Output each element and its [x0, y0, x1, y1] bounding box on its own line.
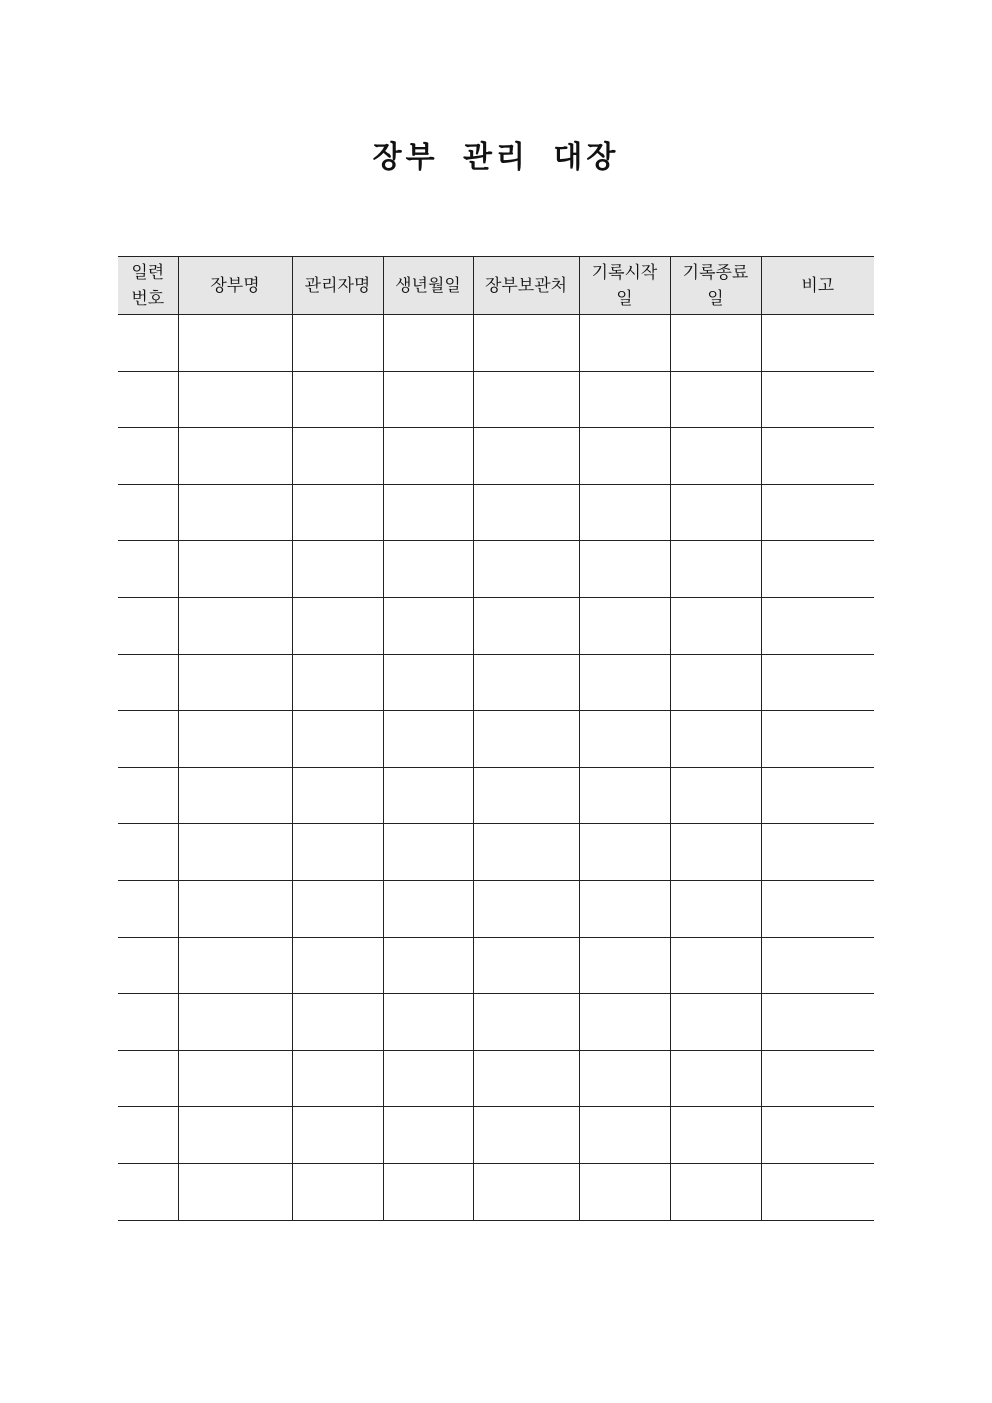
table-cell[interactable]	[178, 994, 292, 1051]
table-row	[118, 597, 874, 654]
table-cell[interactable]	[383, 428, 473, 485]
table-cell[interactable]	[670, 937, 761, 994]
table-cell[interactable]	[761, 484, 874, 541]
header-birth-date	[383, 257, 473, 315]
table-cell[interactable]	[292, 541, 383, 598]
header-manager-name	[292, 257, 383, 315]
table-cell[interactable]	[473, 484, 579, 541]
table-cell[interactable]	[292, 428, 383, 485]
table-cell[interactable]	[670, 880, 761, 937]
table-cell[interactable]	[178, 597, 292, 654]
table-cell[interactable]	[178, 484, 292, 541]
table-row	[118, 880, 874, 937]
table-cell[interactable]	[383, 315, 473, 372]
table-cell[interactable]	[178, 767, 292, 824]
table-cell[interactable]	[292, 484, 383, 541]
table-cell[interactable]	[579, 1107, 670, 1164]
table-cell[interactable]	[579, 484, 670, 541]
table-row	[118, 1050, 874, 1107]
table-cell[interactable]	[178, 711, 292, 768]
table-row	[118, 428, 874, 485]
table-cell[interactable]	[579, 880, 670, 937]
table-cell[interactable]	[670, 767, 761, 824]
header-label: 일	[616, 288, 633, 309]
table-cell[interactable]	[473, 994, 579, 1051]
table-cell[interactable]	[761, 1107, 874, 1164]
table-cell[interactable]	[178, 1050, 292, 1107]
table-cell[interactable]	[579, 654, 670, 711]
table-row	[118, 824, 874, 881]
table-cell[interactable]	[178, 1107, 292, 1164]
table-cell[interactable]	[292, 1163, 383, 1220]
table-cell[interactable]	[670, 484, 761, 541]
table-cell[interactable]	[383, 597, 473, 654]
header-ledger-name	[178, 257, 292, 315]
table-cell[interactable]	[579, 937, 670, 994]
table-cell[interactable]	[670, 428, 761, 485]
table-cell[interactable]	[761, 654, 874, 711]
table-cell[interactable]	[670, 315, 761, 372]
table-cell[interactable]	[292, 315, 383, 372]
header-label: 기록종료	[682, 262, 749, 283]
table-cell[interactable]	[579, 371, 670, 428]
table-cell[interactable]	[670, 824, 761, 881]
table-cell[interactable]	[473, 824, 579, 881]
table-cell[interactable]	[118, 541, 178, 598]
table-row	[118, 484, 874, 541]
header-label: 장부보관처	[484, 275, 568, 296]
table-cell[interactable]	[118, 428, 178, 485]
header-label: 기록시작	[591, 262, 658, 283]
table-cell[interactable]	[579, 541, 670, 598]
table-cell[interactable]	[761, 711, 874, 768]
table-cell[interactable]	[383, 1050, 473, 1107]
table-cell[interactable]	[118, 315, 178, 372]
table-cell[interactable]	[670, 597, 761, 654]
table-cell[interactable]	[292, 1107, 383, 1164]
table-cell[interactable]	[178, 428, 292, 485]
table-cell[interactable]	[383, 937, 473, 994]
header-row	[118, 257, 874, 315]
table-row	[118, 371, 874, 428]
table-cell[interactable]	[473, 597, 579, 654]
table-cell[interactable]	[292, 880, 383, 937]
table-cell[interactable]	[118, 767, 178, 824]
header-label: 일	[707, 288, 724, 309]
table-cell[interactable]	[473, 1050, 579, 1107]
table-cell[interactable]	[473, 315, 579, 372]
table-cell[interactable]	[383, 1163, 473, 1220]
table-cell[interactable]	[761, 597, 874, 654]
table-cell[interactable]	[761, 371, 874, 428]
table-row	[118, 994, 874, 1051]
header-remarks	[761, 257, 874, 315]
table-cell[interactable]	[178, 315, 292, 372]
table-cell[interactable]	[670, 541, 761, 598]
header-record-start-date	[579, 257, 670, 315]
table-row	[118, 711, 874, 768]
table-cell[interactable]	[761, 1163, 874, 1220]
table-cell[interactable]	[473, 711, 579, 768]
table-cell[interactable]	[178, 541, 292, 598]
table-cell[interactable]	[383, 767, 473, 824]
header-label: 생년월일	[395, 275, 461, 296]
ledger-body	[118, 315, 874, 1221]
table-cell[interactable]	[473, 767, 579, 824]
table-cell[interactable]	[118, 654, 178, 711]
table-cell[interactable]	[383, 994, 473, 1051]
table-cell[interactable]	[118, 484, 178, 541]
table-cell[interactable]	[118, 994, 178, 1051]
table-cell[interactable]	[118, 371, 178, 428]
table-cell[interactable]	[579, 711, 670, 768]
table-cell[interactable]	[292, 654, 383, 711]
table-cell[interactable]	[761, 880, 874, 937]
table-cell[interactable]	[670, 654, 761, 711]
header-record-end-date	[670, 257, 761, 315]
table-row	[118, 1163, 874, 1220]
table-cell[interactable]	[292, 711, 383, 768]
table-cell[interactable]	[178, 654, 292, 711]
table-row	[118, 1107, 874, 1164]
table-cell[interactable]	[118, 1107, 178, 1164]
table-cell[interactable]	[670, 1163, 761, 1220]
table-row	[118, 654, 874, 711]
table-cell[interactable]	[178, 1163, 292, 1220]
table-cell[interactable]	[118, 937, 178, 994]
table-cell[interactable]	[473, 541, 579, 598]
header-storage-location	[473, 257, 579, 315]
table-row	[118, 937, 874, 994]
table-row	[118, 541, 874, 598]
table-row	[118, 315, 874, 372]
table-row	[118, 767, 874, 824]
table-cell[interactable]	[383, 654, 473, 711]
table-cell[interactable]	[292, 994, 383, 1051]
table-cell[interactable]	[118, 711, 178, 768]
table-cell[interactable]	[579, 1163, 670, 1220]
header-label: 일련	[131, 262, 165, 283]
table-cell[interactable]	[118, 597, 178, 654]
table-cell[interactable]	[178, 824, 292, 881]
table-cell[interactable]	[761, 824, 874, 881]
header-label: 비고	[801, 275, 835, 296]
table-cell[interactable]	[473, 880, 579, 937]
table-cell[interactable]	[670, 711, 761, 768]
table-cell[interactable]	[761, 767, 874, 824]
header-serial-number	[118, 257, 178, 315]
table-cell[interactable]	[118, 824, 178, 881]
table-cell[interactable]	[383, 1107, 473, 1164]
table-cell[interactable]	[761, 1050, 874, 1107]
table-cell[interactable]	[118, 1050, 178, 1107]
table-cell[interactable]	[761, 994, 874, 1051]
table-cell[interactable]	[178, 880, 292, 937]
table-cell[interactable]	[670, 1050, 761, 1107]
table-cell[interactable]	[292, 767, 383, 824]
table-cell[interactable]	[383, 711, 473, 768]
table-cell[interactable]	[579, 428, 670, 485]
table-cell[interactable]	[670, 994, 761, 1051]
table-cell[interactable]	[473, 371, 579, 428]
table-cell[interactable]	[292, 597, 383, 654]
header-label: 번호	[131, 288, 165, 309]
table-cell[interactable]	[383, 484, 473, 541]
table-cell[interactable]	[178, 937, 292, 994]
table-cell[interactable]	[118, 880, 178, 937]
table-cell[interactable]	[178, 371, 292, 428]
table-cell[interactable]	[292, 824, 383, 881]
table-cell[interactable]	[579, 994, 670, 1051]
table-cell[interactable]	[579, 767, 670, 824]
table-cell[interactable]	[579, 597, 670, 654]
header-label: 관리자명	[304, 275, 371, 296]
table-cell[interactable]	[292, 371, 383, 428]
table-cell[interactable]	[383, 824, 473, 881]
table-cell[interactable]	[473, 1107, 579, 1164]
page-title: 장부 관리 대장	[372, 140, 620, 175]
table-cell[interactable]	[292, 1050, 383, 1107]
table-cell[interactable]	[579, 824, 670, 881]
table-cell[interactable]	[383, 541, 473, 598]
header-label: 장부명	[210, 275, 260, 296]
ledger-table	[118, 256, 874, 1221]
table-cell[interactable]	[383, 371, 473, 428]
table-cell[interactable]	[473, 937, 579, 994]
table-cell[interactable]	[670, 1107, 761, 1164]
table-cell[interactable]	[118, 1163, 178, 1220]
table-cell[interactable]	[473, 1163, 579, 1220]
table-cell[interactable]	[473, 654, 579, 711]
table-cell[interactable]	[473, 428, 579, 485]
table-cell[interactable]	[670, 371, 761, 428]
table-cell[interactable]	[761, 541, 874, 598]
table-cell[interactable]	[579, 1050, 670, 1107]
table-cell[interactable]	[292, 937, 383, 994]
table-cell[interactable]	[383, 880, 473, 937]
table-cell[interactable]	[761, 315, 874, 372]
table-cell[interactable]	[579, 315, 670, 372]
table-cell[interactable]	[761, 937, 874, 994]
table-cell[interactable]	[761, 428, 874, 485]
